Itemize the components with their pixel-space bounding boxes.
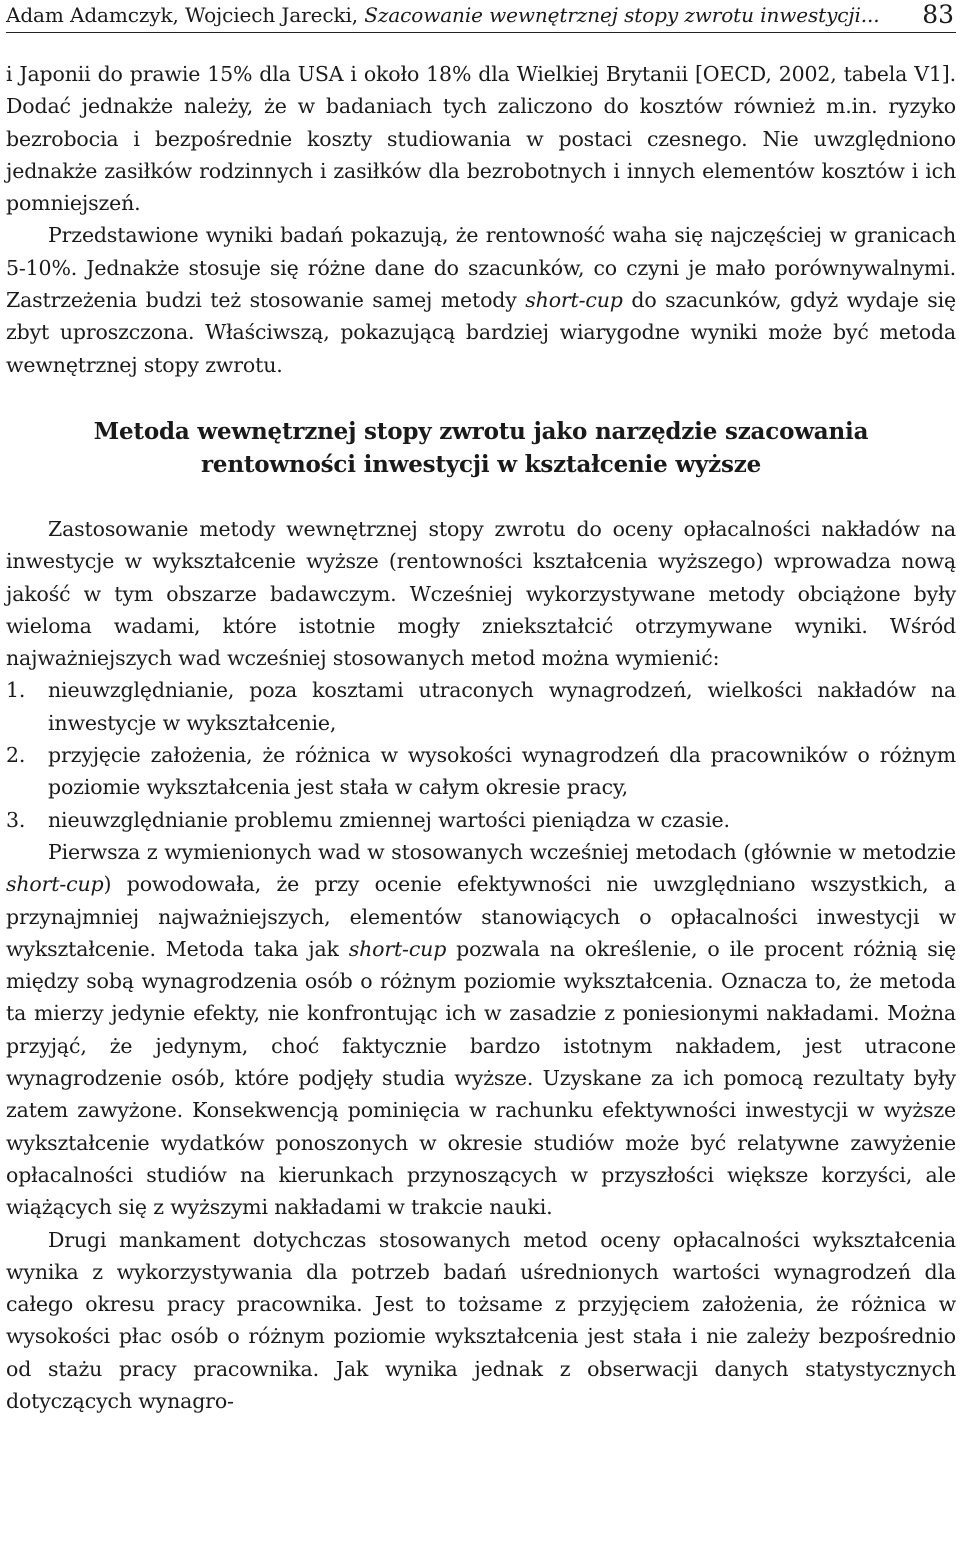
paragraph-text: pozwala na określenie, o ile procent różnią się między sobą wynagrodzenia osób o różnym poziomie wykształcenia. Oznacza to, że metoda ta mierzy jedynie efekty, nie konfrontując ich w zasadzie z poniesionymi nakładami. Można przyjąć, że jedynym, choć faktycznie bardzo istotnym nakładem, jest utracone wynagrodzenie osób, które podjęły studia wyższe. Uzyskane za ich pomocą rezultaty były zatem zawyżone. Konsekwencją pominięcia w rachunku efektywności inwestycji w wyższe wykształcenie wydatków ponoszonych w okresie studiów może być relatywne zawyżenie opłacalności studiów na kierunkach przynoszących w przyszłości większe korzyści, ale wiążących się z wyższymi nakładami w trakcie nauki. [6, 936, 956, 1220]
body-text [6, 58, 956, 1417]
list-number: 2. [6, 743, 26, 768]
paragraph-text: i Japonii do prawie 15% dla USA i około 18% dla Wielkiej Brytanii [OECD, 2002, tabela V1]. Dodać jednakże należy, że w badaniach tych zaliczono do kosztów również m.in. ryzyko bezrobocia i bezpośrednie koszty studiowania w postaci czesnego. Nie uwzględniono jednakże zasiłków rodzinnych i zasiłków dla bezrobotnych i innych elementów kosztów i ich pomniejszeń. [6, 62, 956, 216]
paragraph-text: Przedstawione wyniki badań pokazują, że rentowność waha się najczęściej w granicach 5-10%. Jednakże stosuje się różne dane do szacunków, co czyni je mało porównywalnymi. Zastrzeżenia budzi też stosowanie samej metody [6, 223, 956, 313]
paragraph-text: Zastosowanie metody wewnętrznej stopy zwrotu do oceny opłacalności nakładów na inwestycje w wykształcenie wyższe (rentowności kształcenia wyższego) wprowadza nową jakość w tym obszarze badawczym. Wcześniej wykorzystywane metody obciążone były wieloma wadami, które istotnie mogły zniekształcić otrzymywane wyniki. Wśród najważniejszych wad wcześniej stosowanych metod można wymienić: [6, 516, 956, 671]
section-heading [6, 415, 956, 481]
list-item [6, 674, 956, 739]
italic-term: short-cup [348, 936, 447, 961]
paragraph-text: ) powodowała, że przy ocenie efektywności nie uwzględniano wszystkich, a przynajmniej najważniejszych, elementów stanowiących o opłacalności inwestycji w wykształcenie. Metoda taka jak [6, 872, 956, 961]
section-heading-line: rentowności inwestycji w kształcenie wyższe [200, 450, 762, 478]
paragraph-text: do szacunków, gdyż wydaje się zbyt uproszczona. Właściwszą, pokazującą bardziej wiarygodne wyniki może być metoda wewnętrznej stopy zwrotu. [6, 288, 957, 377]
list-item [6, 804, 956, 836]
paragraph-text: Pierwsza z wymienionych wad w stosowanych wcześniej metodach (głównie w metodzie [48, 839, 956, 864]
section-heading-line: Metoda wewnętrznej stopy zwrotu jako narzędzie szacowania [93, 417, 869, 445]
paragraph [6, 219, 956, 380]
paragraph [6, 1224, 956, 1418]
running-title [6, 2, 880, 28]
header-authors: Adam Adamczyk, Wojciech Jarecki, [6, 3, 359, 27]
page-number: 83 [922, 0, 954, 29]
running-header [6, 2, 956, 33]
italic-term: short-cup [6, 872, 104, 897]
header-article-title: Szacowanie wewnętrznej stopy zwrotu inwestycji... [364, 3, 880, 27]
list-text: przyjęcie założenia, że różnica w wysokości wynagrodzeń dla pracowników o różnym poziomie wykształcenia jest stała w całym okresie pracy, [48, 743, 956, 800]
numbered-list [6, 674, 956, 835]
list-number: 3. [6, 807, 26, 832]
list-number: 1. [6, 678, 26, 703]
paragraph-text: Drugi mankament dotychczas stosowanych metod oceny opłacalności wykształcenia wynika z wykorzystywania dla potrzeb badań uśrednionych wartości wynagrodzeń dla całego okresu pracy pracownika. Jest to tożsame z przyjęciem założenia, że różnica w wysokości płac osób o różnym poziomie wykształcenia jest stała i nie zależy bezpośrednio od stażu pracy pracownika. Jak wynika jednak z obserwacji danych statystycznych dotyczących wynagro- [6, 1227, 956, 1413]
paragraph [6, 836, 956, 1224]
list-text: nieuwzględnianie, poza kosztami utraconych wynagrodzeń, wielkości nakładów na inwestycje w wykształcenie, [48, 678, 956, 735]
italic-term: short-cup [525, 288, 623, 313]
paragraph [6, 513, 956, 674]
list-item [6, 739, 956, 804]
paragraph [6, 58, 956, 219]
list-text: nieuwzględnianie problemu zmiennej wartości pieniądza w czasie. [48, 807, 730, 832]
